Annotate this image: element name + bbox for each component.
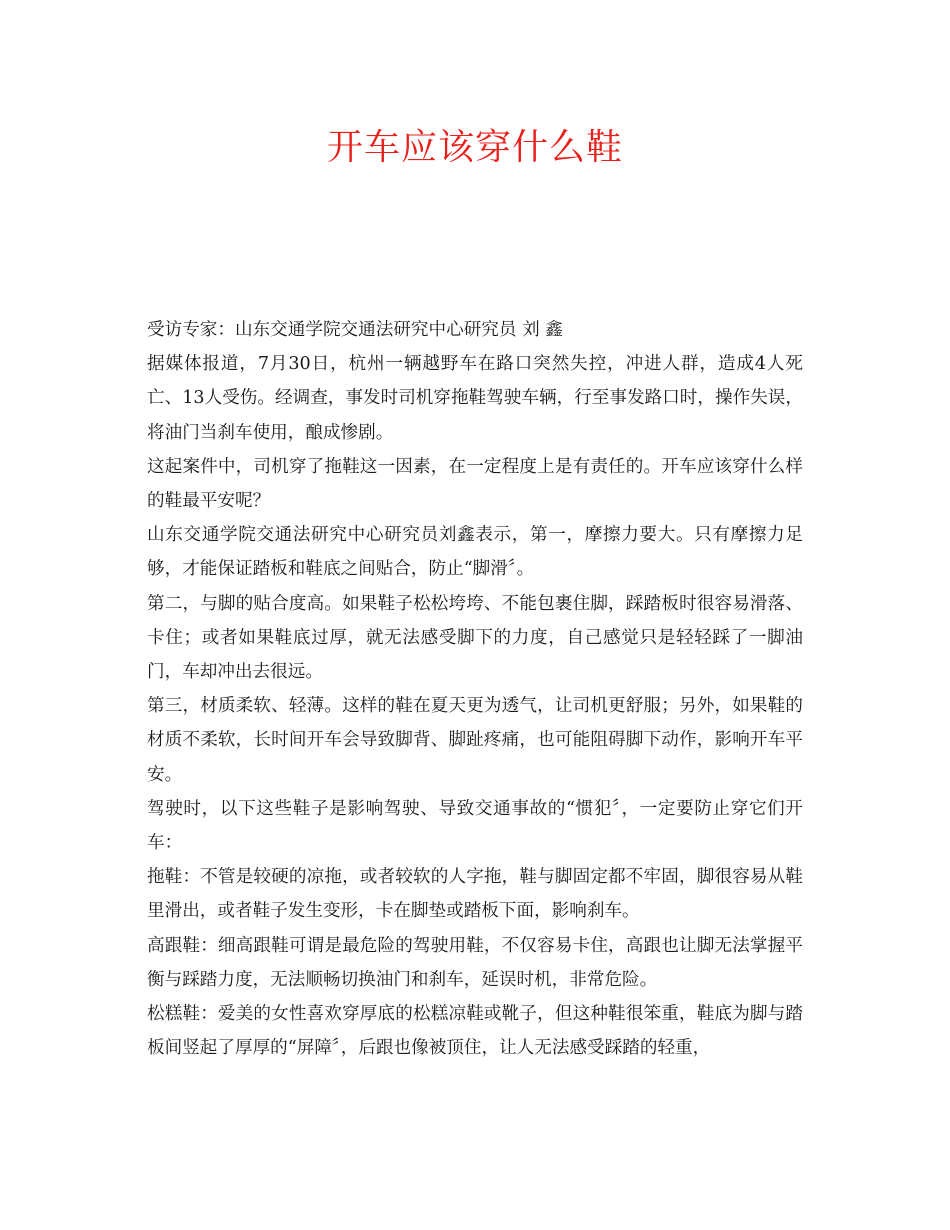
paragraph-platform-shoes: 松糕鞋：爱美的女性喜欢穿厚底的松糕凉鞋或靴子，但这种鞋很笨重，鞋底为脚与踏板间竖起了厚厚的“屏障〞，后跟也像被顶住，让人无法感受踩踏的轻重， bbox=[147, 1004, 803, 1059]
document-title: 开车应该穿什么鞋 bbox=[326, 127, 623, 168]
paragraph-point-two: 第二，与脚的贴合度高。如果鞋子松松垮垮、不能包裹住脚，踩踏板时很容易滑落、卡住；或者如果鞋底过厚，就无法感受脚下的力度，自己感觉只是轻轻踩了一脚油门，车却冲出去很远。 bbox=[147, 593, 803, 683]
paragraph-responsibility: 这起案件中，司机穿了拖鞋这一因素，在一定程度上是有责任的。开车应该穿什么样的鞋最平安呢？ bbox=[147, 456, 803, 512]
paragraph-point-three: 第三，材质柔软、轻薄。这样的鞋在夏天更为透气，让司机更舒服；另外，如果鞋的材质不柔软，长时间开车会导致脚背、脚趾疼痛，也可能阻碍脚下动作，影响开车平安。 bbox=[147, 696, 803, 785]
document-body bbox=[147, 313, 803, 1065]
paragraph-high-heels: 高跟鞋：细高跟鞋可谓是最危险的驾驶用鞋，不仅容易卡住，高跟也让脚无法掌握平衡与踩踏力度，无法顺畅切换油门和刹车，延误时机，非常危险。 bbox=[147, 935, 803, 990]
paragraph-slippers: 拖鞋：不管是较硬的凉拖，或者较软的人字拖，鞋与脚固定都不牢固，脚很容易从鞋里滑出，或者鞋子发生变形，卡在脚垫或踏板下面，影响刹车。 bbox=[147, 867, 803, 922]
paragraph-news-report: 据媒体报道，7月30日，杭州一辆越野车在路口突然失控，冲进人群，造成4人死亡、13人受伤。经调查，事发时司机穿拖鞋驾驶车辆，行至事发路口时，操作失误，将油门当刹车使用，酿成惨剧。 bbox=[147, 354, 803, 443]
paragraph-point-one: 山东交通学院交通法研究中心研究员刘鑫表示，第一，摩擦力要大。只有摩擦力足够，才能保证踏板和鞋底之间贴合，防止“脚滑〞。 bbox=[147, 525, 803, 580]
paragraph-bad-shoes-intro: 驾驶时，以下这些鞋子是影响驾驶、导致交通事故的“惯犯〞，一定要防止穿它们开车： bbox=[147, 798, 803, 854]
paragraph-expert: 受访专家：山东交通学院交通法研究中心研究员 刘 鑫 bbox=[147, 320, 563, 340]
